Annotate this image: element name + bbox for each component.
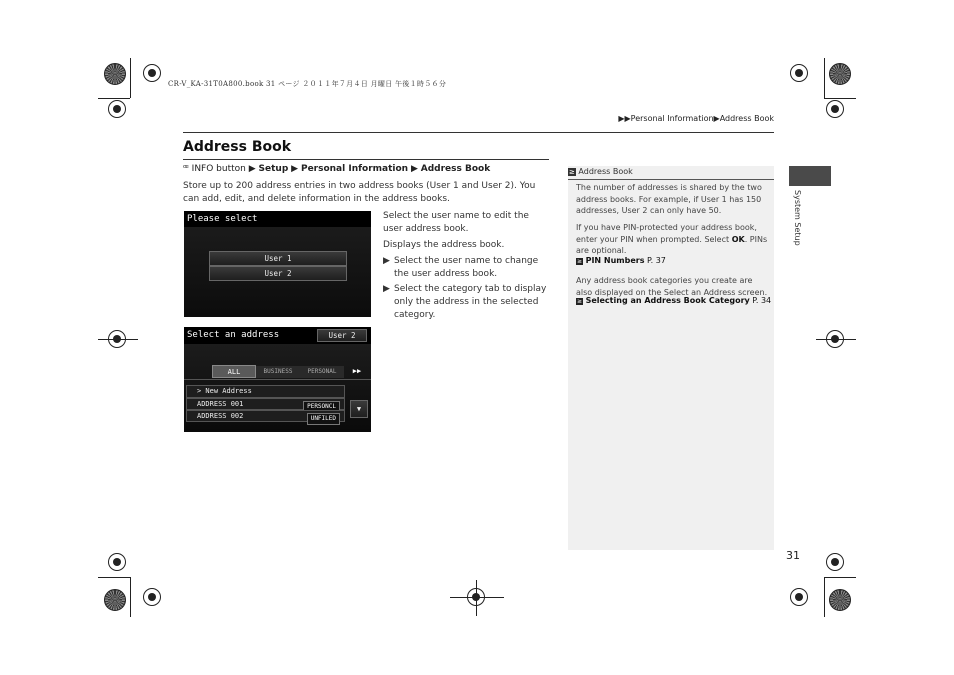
note-heading [568, 167, 633, 176]
list-item[interactable] [186, 410, 345, 422]
nav-start: INFO button [191, 164, 246, 174]
bullet-icon: ▶ [383, 284, 390, 294]
bullet-icon: ▶ [383, 256, 390, 266]
user-2-button[interactable]: User 2 [209, 266, 347, 281]
note-p2-text: If you have PIN-protected your address book, enter your PIN when prompted. Select [576, 223, 757, 244]
screen-select-address [184, 327, 371, 432]
category-badge: PERSONCL [303, 401, 340, 413]
link-label: Selecting an Address Book Category [585, 296, 750, 305]
note-paragraph-2 [576, 222, 768, 257]
user-1-button[interactable]: User 1 [209, 251, 347, 266]
list-item-new-address[interactable] [186, 385, 345, 398]
screen2-title: Select an address [187, 330, 280, 340]
nav-step-address-book: Address Book [420, 164, 491, 174]
breadcrumb [618, 114, 774, 123]
note-paragraph-1: The number of addresses is shared by the two address books. For example, if User 1 has 150 addresses, User 2 can only have 50. [576, 183, 762, 215]
side-tab-label: System Setup [793, 190, 802, 246]
tab-business[interactable]: BUSINESS [256, 366, 300, 378]
info-icon: ꟹ [183, 164, 189, 174]
page-title: Address Book [183, 139, 292, 155]
list-item-label: > New Address [197, 387, 252, 395]
side-note [568, 166, 774, 550]
scroll-down-icon[interactable]: ▼ [350, 400, 368, 418]
nav-sep: ▶ [248, 164, 256, 174]
intro-text: Store up to 200 address entries in two address books (User 1 and User 2). You can add, edit, and delete information in the address books. [183, 181, 536, 204]
breadcrumb-part2: Address Book [719, 114, 774, 123]
step-3-text: Select the user name to change the user address book. [394, 256, 539, 279]
link-selecting-category[interactable] [576, 296, 771, 305]
nav-step-setup: Setup [258, 164, 289, 174]
step-4-text: Select the category tab to display only the address in the selected category. [394, 284, 547, 320]
user-2-button[interactable]: User 2 [317, 329, 367, 342]
tab-personal[interactable]: PERSONAL [300, 366, 344, 378]
section-tab-marker [789, 166, 831, 186]
tab-all[interactable]: ALL [212, 365, 256, 378]
link-pin-numbers[interactable] [576, 256, 666, 265]
step-1-text: Select the user name to edit the user address book. [383, 211, 529, 234]
next-tabs-icon[interactable]: ▶▶ [352, 367, 362, 375]
note-ok: OK [731, 234, 745, 244]
breadcrumb-sep: ▶ [713, 114, 720, 123]
link-page: P. 34 [749, 296, 772, 305]
note-title: Address Book [578, 167, 633, 176]
screen-please-select [184, 211, 371, 317]
list-item-label: ADDRESS 002 [197, 412, 244, 420]
note-p2-end: . PINs are optional. [576, 234, 768, 255]
nav-step-personal-information: Personal Information [300, 164, 409, 174]
list-item-label: ADDRESS 001 [197, 400, 244, 408]
link-arrow-icon: ≥ [577, 298, 583, 305]
step-2-text: Displays the address book. [383, 240, 505, 250]
nav-path [183, 164, 490, 174]
list-item[interactable] [186, 398, 345, 410]
nav-sep: ▶ [410, 164, 418, 174]
breadcrumb-part1: Personal Information [630, 114, 714, 123]
step-4 [383, 283, 549, 322]
note-paragraph-3: Any address book categories you create are also displayed on the Select an Address screen. [576, 276, 768, 297]
print-header: CR-V_KA-31T0A800.book 31 ページ ２０１１年７月４日 月曜日 午後１時５６分 [168, 80, 447, 88]
note-icon: ≥ [569, 168, 575, 176]
breadcrumb-arrows: ▶▶ [618, 114, 631, 123]
nav-sep: ▶ [291, 164, 299, 174]
link-label: PIN Numbers [585, 256, 645, 265]
link-arrow-icon: ≥ [577, 258, 583, 265]
link-page: P. 37 [644, 256, 666, 265]
step-3 [383, 255, 549, 281]
page-number: 31 [786, 549, 800, 562]
category-badge: UNFILED [307, 413, 340, 425]
screen1-title: Please select [187, 214, 258, 224]
